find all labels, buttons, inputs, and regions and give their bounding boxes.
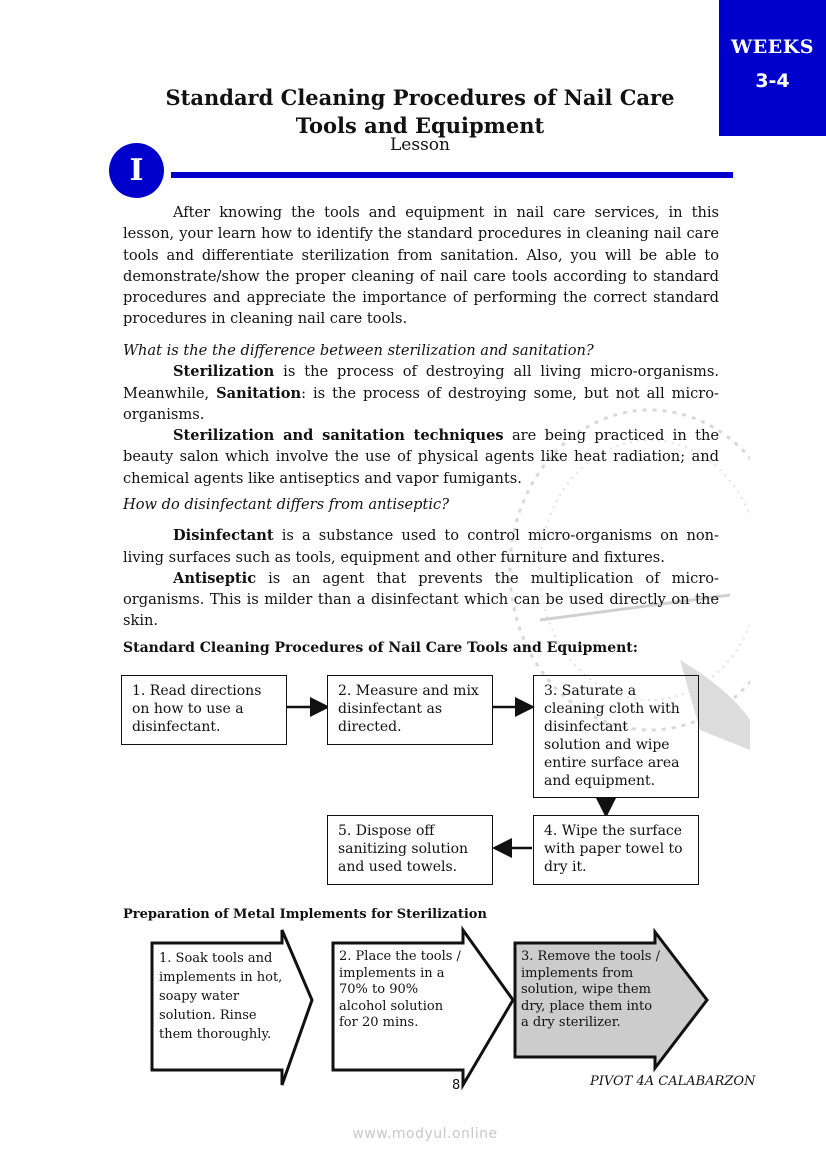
publisher-label: PIVOT 4A CALABARZON [590, 1074, 756, 1089]
definition-text: are being practiced in the beauty salon which involve the use of physical agents like heat radiation; and chemical agents like antiseptics and vapor fumigants. [123, 427, 719, 487]
site-watermark: www.modyul.online [352, 1126, 498, 1142]
procedure-step-2: 2. Measure and mix disinfectant as directed. [327, 675, 493, 745]
definition-text: : is the process of destroying some, but not all micro-organisms. [123, 384, 719, 423]
procedure-step-5: 5. Dispose off sanitizing solution and used towels. [327, 815, 493, 885]
preparation-step-3: 3. Remove the tools / implements from solution, wipe them dry, place them into a dry sterilizer. [521, 949, 660, 1030]
preparation-step-2: 2. Place the tools / implements in a 70% to 90% alcohol solution for 20 mins. [339, 949, 461, 1030]
procedure-step-4: 4. Wipe the surface with paper towel to dry it. [533, 815, 699, 885]
lesson-number-badge: I [109, 143, 164, 198]
term-antiseptic: Antiseptic [173, 569, 257, 587]
weeks-label: WEEKS [730, 36, 815, 58]
section-question: How do disinfectant differs from antiseptic? [123, 496, 450, 513]
preparation-heading: Preparation of Metal Implements for Sterilization [123, 907, 487, 922]
procedure-step-3: 3. Saturate a cleaning cloth with disinfectant solution and wipe entire surface area and equipment. [533, 675, 699, 798]
title-line-2: Tools and Equipment [295, 113, 545, 138]
page-number: 8 [452, 1078, 461, 1093]
definition-text: is an agent that prevents the multiplication of micro-organisms. This is milder than a disinfectant which can be used directly on the skin. [123, 569, 719, 630]
definition-text: is a substance used to control micro-organisms on non-living surfaces such as tools, equipment and other furniture and fixtures. [123, 527, 719, 566]
intro-text: After knowing the tools and equipment in nail care services, in this lesson, your learn how to identify the standard procedures in cleaning nail care tools and differentiate sterilization from sanitation. Also, you will be able to demonstrate/show the proper cleaning of nail care tools according to standard procedures and appreciate the importance of performing the correct standard procedures in cleaning nail care tools. [123, 204, 719, 328]
definition-text: is the process of destroying all living micro-organisms. Meanwhile, [123, 363, 719, 402]
term-techniques: Sterilization and sanitation techniques [173, 427, 504, 445]
lesson-label: Lesson [390, 135, 450, 155]
weeks-range: 3-4 [755, 70, 790, 92]
procedure-step-1: 1. Read directions on how to use a disinfectant. [121, 675, 287, 745]
term-sanitation: Sanitation [216, 384, 302, 402]
term-sterilization: Sterilization [173, 363, 275, 381]
term-disinfectant: Disinfectant [173, 527, 274, 545]
section-question: What is the the difference between sterilization and sanitation? [123, 342, 594, 359]
title-line-1: Standard Cleaning Procedures of Nail Care [165, 85, 675, 110]
procedures-heading: Standard Cleaning Procedures of Nail Care Tools and Equipment: [123, 640, 638, 656]
preparation-step-1: 1. Soak tools and implements in hot, soapy water solution. Rinse them thoroughly. [159, 951, 283, 1042]
